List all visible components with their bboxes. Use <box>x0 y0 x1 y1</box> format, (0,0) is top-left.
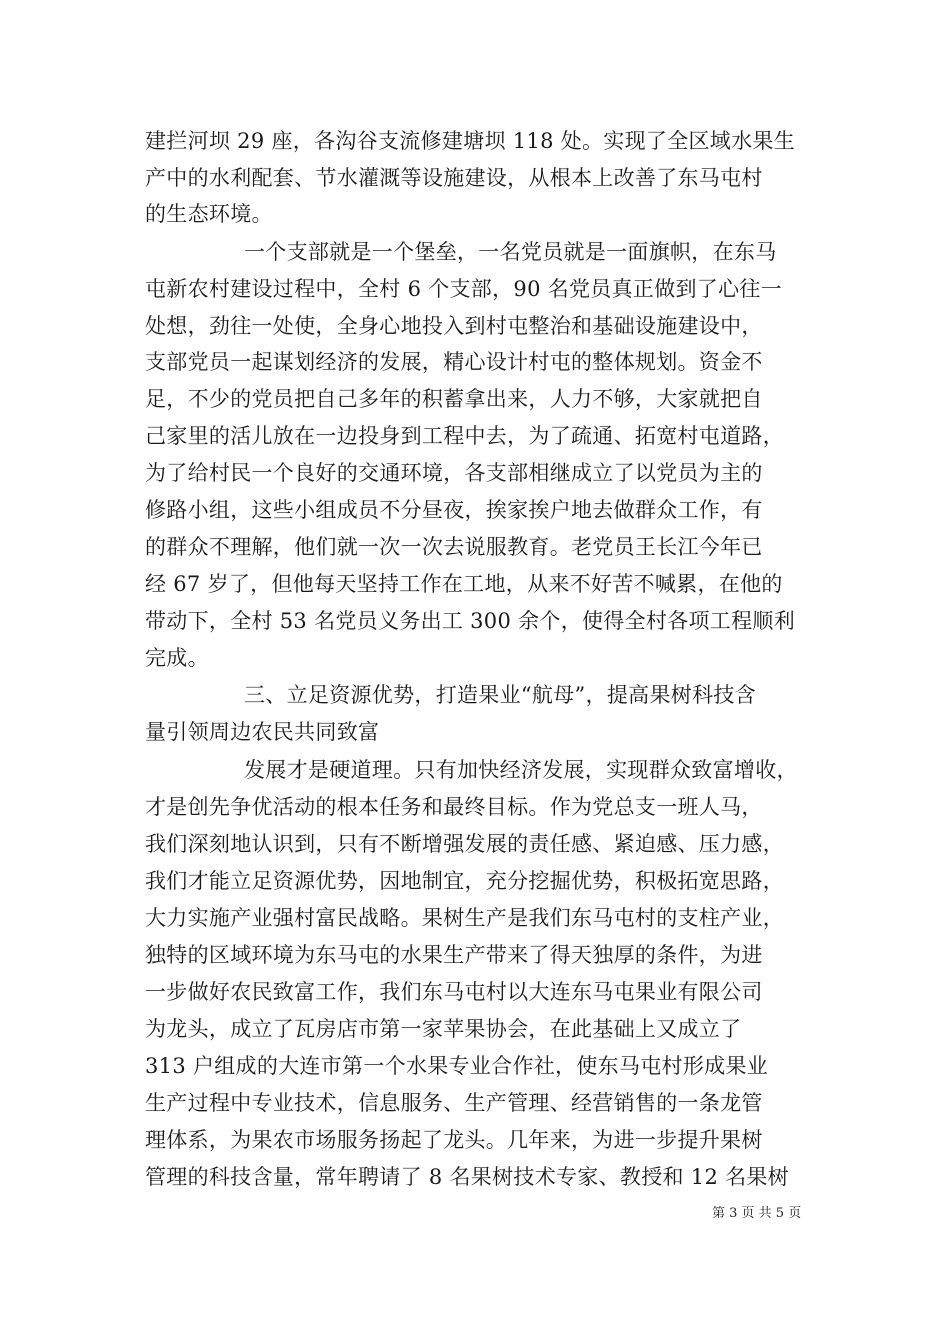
page-number-footer: 第 3 页 共 5 页 <box>712 1206 802 1221</box>
section-heading-line: 三、立足资源优势，打造果业“航母”，提高果树科技含 <box>244 683 756 707</box>
text-line: 屯新农村建设过程中，全村 6 个支部，90 名党员真正做到了心往一 <box>145 277 783 301</box>
paragraph-start-line: 一个支部就是一个堡垒，一名党员就是一面旗帜，在东马 <box>244 240 777 264</box>
text-line: 处想，劲往一处使，全身心地投入到村屯整治和基础设施建设中， <box>145 314 763 338</box>
text-line: 完成。 <box>145 646 209 670</box>
text-line: 经 67 岁了，但他每天坚持工作在工地，从来不好苦不喊累，在他的 <box>145 572 783 596</box>
text-line: 为龙头，成立了瓦房店市第一家苹果协会，在此基础上又成立了 <box>145 1017 742 1041</box>
text-line: 管理的科技含量，常年聘请了 8 名果树技术专家、教授和 12 名果树 <box>145 1165 789 1189</box>
text-line: 生产过程中专业技术，信息服务、生产管理、经营销售的一条龙管 <box>145 1091 763 1115</box>
section-heading-line: 量引领周边农民共同致富 <box>145 720 380 744</box>
text-line: 产中的水利配套、节水灌溉等设施建设，从根本上改善了东马屯村 <box>145 166 763 190</box>
text-line: 建拦河坝 29 座，各沟谷支流修建塘坝 118 处。实现了全区域水果生 <box>145 129 796 153</box>
text-line: 才是创先争优活动的根本任务和最终目标。作为党总支一班人马， <box>145 795 763 819</box>
text-line: 足，不少的党员把自己多年的积蓄拿出来，人力不够，大家就把自 <box>145 387 763 411</box>
text-line: 的群众不理解，他们就一次一次去说服教育。老党员王长江今年已 <box>145 535 763 559</box>
text-line: 理体系，为果农市场服务扬起了龙头。几年来，为进一步提升果树 <box>145 1128 763 1152</box>
text-line: 一步做好农民致富工作，我们东马屯村以大连东马屯果业有限公司 <box>145 980 763 1004</box>
text-line: 支部党员一起谋划经济的发展，精心设计村屯的整体规划。资金不 <box>145 350 763 374</box>
text-line: 己家里的活儿放在一边投身到工程中去，为了疏通、拓宽村屯道路， <box>145 424 784 448</box>
text-line: 我们才能立足资源优势，因地制宜，充分挖掘优势，积极拓宽思路， <box>145 869 784 893</box>
text-line: 的生态环境。 <box>145 202 273 226</box>
paragraph-start-line: 发展才是硬道理。只有加快经济发展，实现群众致富增收， <box>244 758 798 782</box>
text-line: 313 户组成的大连市第一个水果专业合作社，使东马屯村形成果业 <box>145 1054 769 1078</box>
text-line: 我们深刻地认识到，只有不断增强发展的责任感、紧迫感、压力感， <box>145 832 784 856</box>
text-line: 为了给村民一个良好的交通环境，各支部相继成立了以党员为主的 <box>145 461 763 485</box>
text-line: 带动下，全村 53 名党员义务出工 300 余个，使得全村各项工程顺利 <box>145 609 796 633</box>
text-line: 大力实施产业强村富民战略。果树生产是我们东马屯村的支柱产业， <box>145 906 784 930</box>
text-line: 独特的区域环境为东马屯的水果生产带来了得天独厚的条件，为进 <box>145 943 763 967</box>
text-line: 修路小组，这些小组成员不分昼夜，挨家挨户地去做群众工作，有 <box>145 498 763 522</box>
